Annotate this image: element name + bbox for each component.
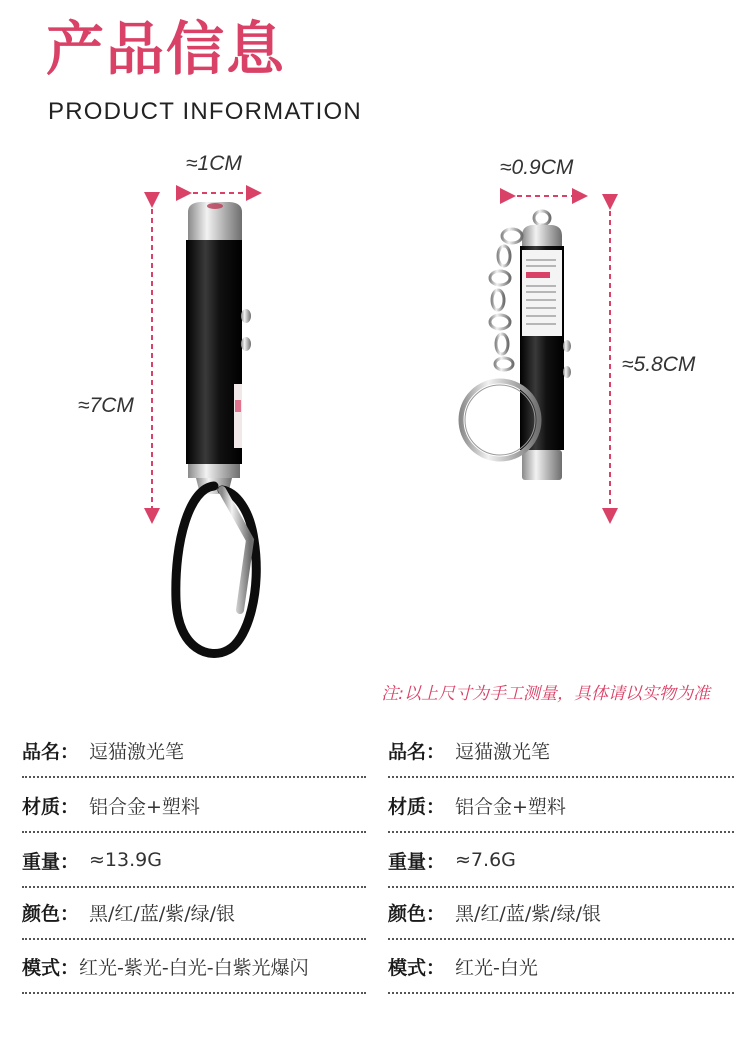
spec-key: 品名： <box>22 740 80 763</box>
spec-key: 材质： <box>22 795 80 818</box>
spec-row-mode <box>22 940 366 994</box>
spec-key: 模式： <box>22 956 80 979</box>
spec-row-material <box>22 779 366 833</box>
spec-value: 红光-白光 <box>455 956 538 979</box>
spec-value: 黑/红/蓝/紫/绿/银 <box>455 902 602 925</box>
spec-row-weight <box>22 834 366 888</box>
spec-row-color <box>22 886 366 940</box>
measurement-note: 注:以上尺寸为手工测量，具体请以实物为准 <box>381 684 710 704</box>
spec-value: 红光-紫光-白光-白紫光爆闪 <box>79 956 309 979</box>
left-height-label: ≈7CM <box>78 394 134 417</box>
right-width-label: ≈0.9CM <box>500 156 574 179</box>
spec-row-material <box>388 779 734 833</box>
spec-row-weight <box>388 834 734 888</box>
spec-value: 铝合金+塑料 <box>89 795 200 818</box>
spec-row-name <box>388 724 734 778</box>
spec-key: 模式： <box>388 956 446 979</box>
spec-key: 品名： <box>388 740 446 763</box>
spec-key: 材质： <box>388 795 446 818</box>
laser-pointer-small-image <box>461 211 571 480</box>
spec-key: 重量： <box>22 850 80 873</box>
spec-key: 颜色： <box>22 902 80 925</box>
page-subtitle: PRODUCT INFORMATION <box>48 98 362 125</box>
spec-key: 颜色： <box>388 902 446 925</box>
spec-value: ≈7.6G <box>455 849 516 871</box>
laser-pointer-large-image <box>176 202 256 653</box>
left-width-label: ≈1CM <box>186 152 242 175</box>
spec-value: ≈13.9G <box>89 849 162 871</box>
spec-row-mode <box>388 940 734 994</box>
spec-value: 逗猫激光笔 <box>89 740 185 763</box>
spec-value: 黑/红/蓝/紫/绿/银 <box>89 902 236 925</box>
spec-value: 逗猫激光笔 <box>455 740 551 763</box>
spec-value: 铝合金+塑料 <box>455 795 566 818</box>
spec-row-name <box>22 724 366 778</box>
right-height-label: ≈5.8CM <box>622 353 696 376</box>
page-title: 产品信息 <box>46 15 287 83</box>
spec-row-color <box>388 886 734 940</box>
spec-key: 重量： <box>388 850 446 873</box>
